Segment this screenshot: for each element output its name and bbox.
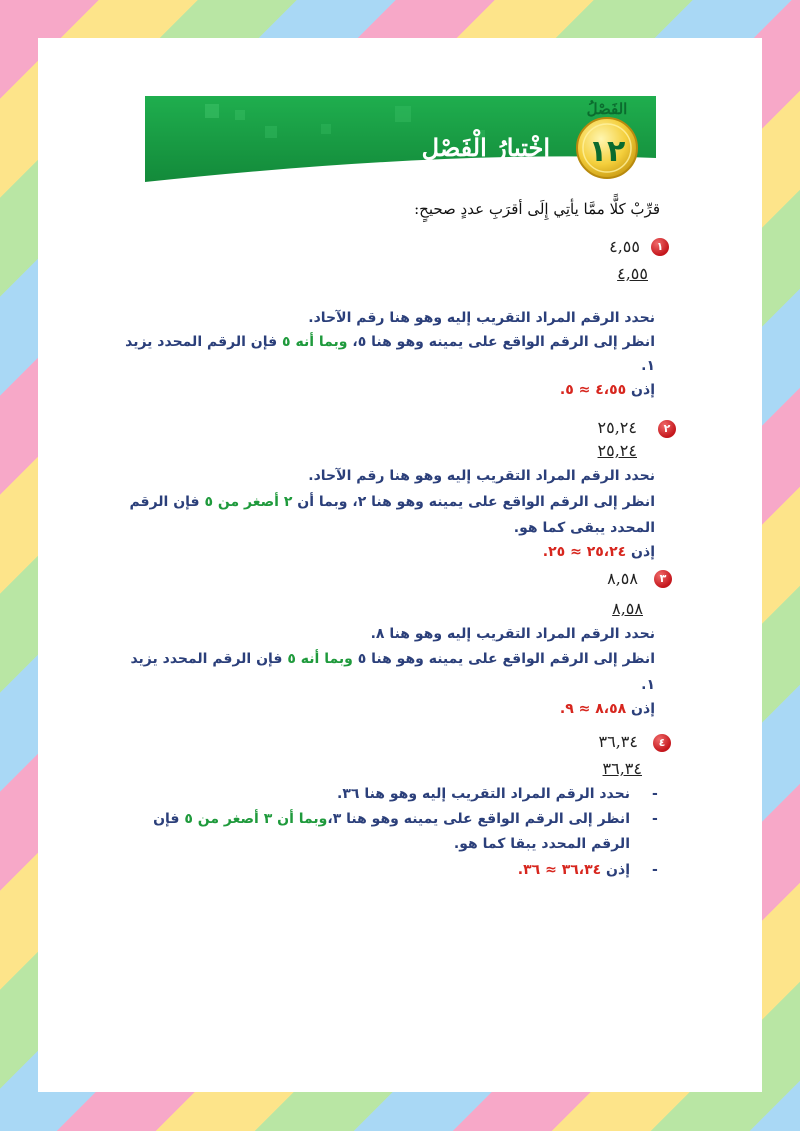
step-text: انظر إلى الرقم الواقع على يمينه وهو هنا ٣، bbox=[327, 811, 630, 827]
result-line bbox=[560, 701, 655, 717]
underlined-number-1: ٤,٥٥ bbox=[617, 264, 648, 283]
result-value: ٣٦،٣٤ ≈ ٣٦. bbox=[517, 862, 602, 878]
problem-badge-2: ٢ bbox=[658, 420, 676, 438]
page-title: اخْتِبارُ الْفَصْلِ bbox=[421, 133, 550, 162]
result-label: إذن bbox=[601, 862, 630, 878]
step-line: نحدد الرقم المراد التقريب إليه وهو هنا رقم الآحاد. bbox=[308, 468, 655, 484]
problem-badge-4: ٤ bbox=[653, 734, 671, 752]
result-value: ٨،٥٨ ≈ ٩. bbox=[559, 701, 627, 717]
green-note: وبما أنه ٥ bbox=[282, 334, 348, 350]
bullet-dash: - bbox=[652, 862, 658, 878]
bullet-dash: - bbox=[652, 811, 658, 827]
instruction-text: قرِّبْ كلًّا ممَّا يأتِي إِلَى أقرَبِ عددٍ صحيحٍ: bbox=[414, 200, 660, 218]
problem-number-3: ٨,٥٨ bbox=[607, 569, 638, 588]
result-value: ٢٥،٢٤ ≈ ٢٥. bbox=[542, 544, 627, 560]
step-line bbox=[129, 494, 655, 510]
green-note: وبما أن ٣ أصغر من ٥ bbox=[184, 811, 328, 827]
step-line: نحدد الرقم المراد التقريب إليه وهو هنا رقم الآحاد. bbox=[308, 310, 655, 326]
underlined-number-3: ٨,٥٨ bbox=[612, 599, 643, 618]
problem-number-1: ٤,٥٥ bbox=[609, 237, 640, 256]
result-value: ٤،٥٥ ≈ ٥. bbox=[559, 382, 627, 398]
underlined-number-4: ٣٦,٣٤ bbox=[602, 759, 642, 778]
step-line: المحدد يبقى كما هو. bbox=[513, 520, 655, 536]
result-label: إذن bbox=[626, 382, 655, 398]
step-text: فإن الرقم المحدد يزيد bbox=[130, 651, 288, 667]
result-label: إذن bbox=[626, 701, 655, 717]
step-text: فإن الرقم المحدد يزيد bbox=[125, 334, 283, 350]
step-text: انظر إلى الرقم الواقع على يمينه وهو هنا ٥، bbox=[347, 334, 655, 350]
problem-number-2: ٢٥,٢٤ bbox=[597, 418, 637, 437]
step-line: نحدد الرقم المراد التقريب إليه وهو هنا ٨. bbox=[370, 626, 655, 642]
step-line: ١. bbox=[641, 677, 655, 693]
step-line bbox=[125, 334, 655, 350]
step-text: فإن الرقم bbox=[129, 494, 205, 510]
result-line bbox=[560, 382, 655, 398]
problem-badge-3: ٣ bbox=[654, 570, 672, 588]
green-note: وبما أنه ٥ bbox=[287, 651, 353, 667]
problem-badge-1: ١ bbox=[651, 238, 669, 256]
step-line: نحدد الرقم المراد التقريب إليه وهو هنا ٣٦. bbox=[337, 786, 630, 802]
underlined-number-2: ٢٥,٢٤ bbox=[597, 441, 637, 460]
problem-number-4: ٣٦,٣٤ bbox=[598, 732, 638, 751]
step-line bbox=[130, 651, 655, 667]
result-label: إذن bbox=[626, 544, 655, 560]
step-line bbox=[153, 811, 630, 827]
chapter-number: ١٢ bbox=[588, 134, 626, 169]
step-text: فإن bbox=[153, 811, 185, 827]
step-line: ١. bbox=[641, 358, 655, 374]
chapter-label: الفَصْلُ bbox=[586, 100, 628, 118]
result-line bbox=[518, 862, 630, 878]
green-note: ٢ أصغر من ٥ bbox=[204, 494, 293, 510]
bullet-dash: - bbox=[652, 786, 658, 802]
step-text: انظر إلى الرقم الواقع على يمينه وهو هنا ٢، وبما أن bbox=[292, 494, 655, 510]
result-line bbox=[543, 544, 655, 560]
step-line: الرقم المحدد يبقا كما هو. bbox=[453, 836, 630, 852]
step-text: انظر إلى الرقم الواقع على يمينه وهو هنا ٥ bbox=[352, 651, 655, 667]
